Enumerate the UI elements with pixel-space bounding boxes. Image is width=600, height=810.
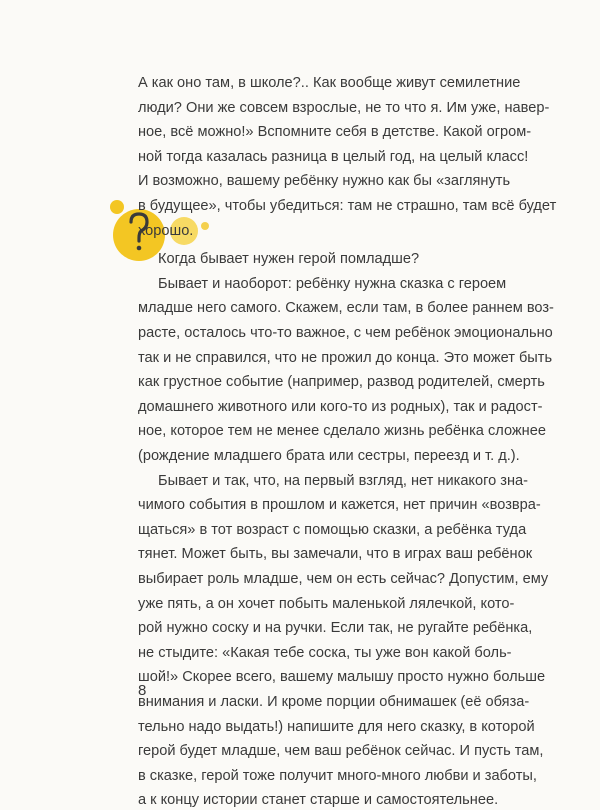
section-heading: Когда бывает нужен герой помладше?	[158, 251, 420, 268]
text-line: хорошо.	[138, 222, 194, 239]
text-line: так и не справился, что не прожил до конца. Это может быть	[138, 349, 553, 366]
text-line: герой будет младше, чем ваш ребёнок сейчас. И пусть там,	[138, 743, 544, 760]
text-line: в сказке, герой тоже получит много-много любви и заботы,	[138, 767, 537, 784]
text-line: ной тогда казалась разница в целый год, на целый класс!	[138, 148, 529, 165]
text-line: а к концу истории станет старше и самостоятельнее.	[138, 792, 499, 809]
page-number: 8	[138, 682, 147, 699]
text-line: домашнего животного или кого-то из родных), так и радост-	[138, 398, 543, 415]
text-line: не стыдите: «Какая тебе соска, ты уже вон какой боль-	[138, 644, 512, 661]
text-line: выбирает роль младше, чем он есть сейчас? Допустим, ему	[138, 571, 549, 587]
text-line: ное, всё можно!» Вспомните себя в детстве. Какой огром-	[138, 124, 532, 141]
text-line: Бывает и так, что, на первый взгляд, нет никакого зна-	[158, 472, 528, 489]
text-line: щаться» в тот возраст с помощью сказки, а ребёнка туда	[138, 521, 527, 538]
text-line: расте, осталось что-то важное, с чем ребёнок эмоционально	[138, 325, 553, 341]
text-line: чимого события в прошлом и кажется, нет причин «возвра-	[138, 497, 541, 514]
text-line: внимания и ласки. И кроме порции обнимашек (её обяза-	[138, 694, 530, 710]
text-line: в будущее», чтобы убедиться: там не страшно, там всё будет	[138, 198, 557, 214]
text-line: младше него самого. Скажем, если там, в более раннем воз-	[138, 300, 554, 317]
text-line: уже пять, а он хочет побыть маленькой лялечкой, кото-	[138, 595, 515, 612]
text-line: (рождение младшего брата или сестры, переезд и т. д.).	[138, 448, 520, 464]
text-line: тельно надо выдать!) напишите для него сказку, в которой	[138, 718, 535, 735]
text-line: Бывает и наоборот: ребёнку нужна сказка с героем	[158, 275, 507, 292]
text-line: люди? Они же совсем взрослые, не то что я. Им уже, навер-	[138, 99, 550, 116]
text-line: рой нужно соску и на ручки. Если так, не ругайте ребёнка,	[138, 620, 533, 637]
text-line: ное, которое тем не менее сделало жизнь ребёнка сложнее	[138, 423, 546, 440]
text-line: тянет. Может быть, вы замечали, что в играх ваш ребёнок	[138, 546, 533, 563]
text-line: как грустное событие (например, развод родителей, смерть	[138, 374, 545, 391]
text-line: А как оно там, в школе?.. Как вообще живут семилетние	[138, 75, 521, 91]
text-line: И возможно, вашему ребёнку нужно как бы «заглянуть	[138, 173, 511, 190]
text-line: шой!» Скорее всего, вашему малышу просто нужно больше	[138, 669, 546, 686]
